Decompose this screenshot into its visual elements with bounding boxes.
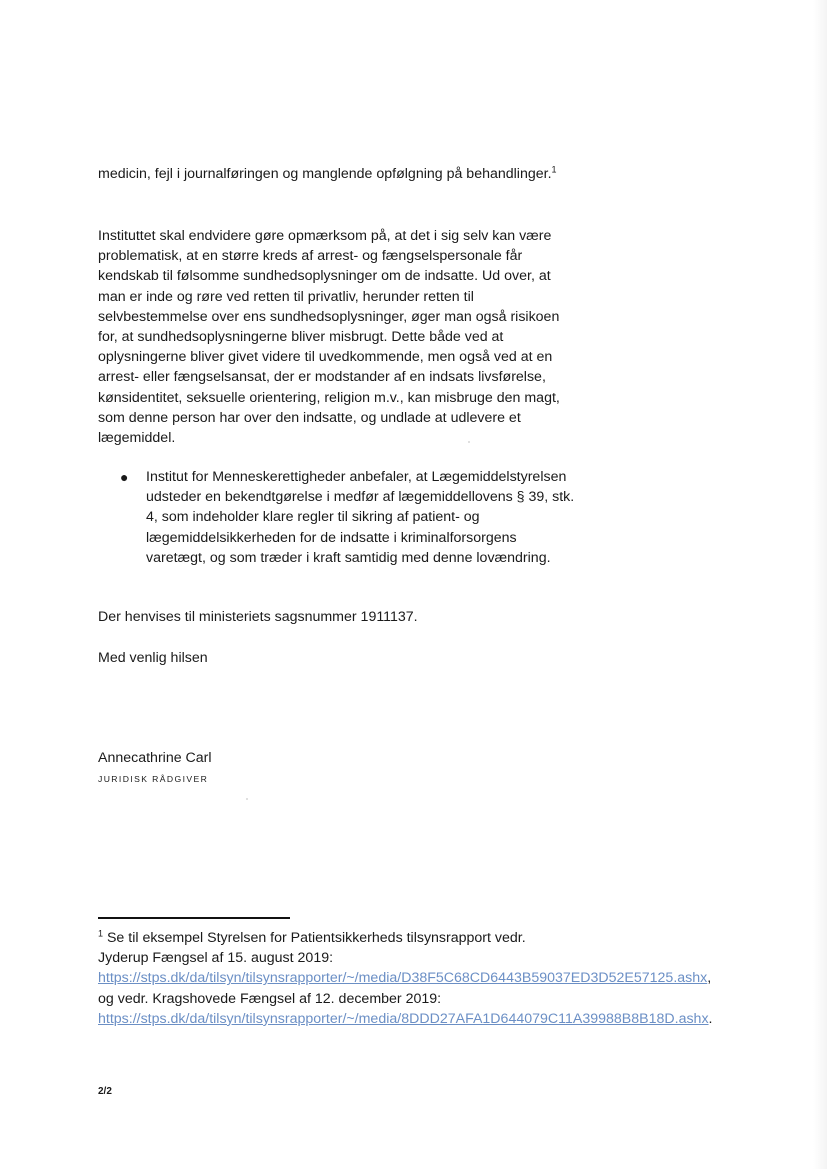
recommendation-text: Institut for Menneskerettigheder anbefaler, at Lægemiddelstyrelsen udsteder en bekendtgørelse i medfør af lægemiddellovens § 39, stk. 4, som indeholder klare regler til sikring af patient- og lægemiddelsikkerheden for de indsatte i kriminalforsorgens varetægt, og som træder i kraft samtidig med denne lovændring.	[146, 469, 575, 566]
paragraph-text: medicin, fejl i journalføringen og manglende opfølgning på behandlinger.	[98, 166, 552, 182]
paragraph-privacy-concern: Instituttet skal endvidere gøre opmærksom på, at det i sig selv kan være problematisk, at en større kreds af arrest- og fængselspersonale får kendskab til følsomme sundhedsoplysninger om de indsatte. Ud over, at man er inde og røre ved retten til privatliv, herunder retten til selvbestemmelse over ens sundhedsoplysninger, øger man også risikoen for, at sundhedsoplysningerne bliver misbrugt. Dette både ved at oplysningerne bliver givet videre til uvedkommende, men også ved at en arrest- eller fængselsansat, der er modstander af en indsats livsførelse, kønsidentitet, seksuelle orientering, religion m.v., kan misbruge den magt, som denne person har over den indsatte, og undlade at udlevere et lægemiddel.	[98, 228, 560, 447]
footnote-text-2: , og vedr. Kragshovede Fængsel af 12. december 2019:	[98, 970, 712, 1007]
signature-name: Annecathrine Carl	[98, 750, 212, 766]
footnote-link-kragshovede[interactable]: https://stps.dk/da/tilsyn/tilsynsrapporter/~/media/8DDD27AFA1D644079C11A39988B8B18D.ashx	[98, 1010, 709, 1027]
bullet-icon: ●	[120, 469, 129, 485]
scan-speck	[468, 441, 470, 443]
footnote-link-jyderup[interactable]: https://stps.dk/da/tilsyn/tilsynsrapporter/~/media/D38F5C68CD6443B59037ED3D52E57125.ashx	[98, 970, 708, 987]
page-number: 2/2	[98, 1086, 112, 1097]
footnote	[98, 928, 713, 1029]
signature-title: JURIDISK RÅDGIVER	[98, 774, 209, 784]
footnote-text-1: Se til eksempel Styrelsen for Patientsikkerheds tilsynsrapport vedr. Jyderup Fængsel af 15. august 2019:	[98, 930, 526, 967]
footnote-divider	[98, 917, 290, 919]
page-edge-shadow	[813, 0, 827, 1169]
footnote-mark: 1	[98, 928, 104, 939]
footnote-text-3: .	[708, 1010, 713, 1027]
closing-greeting: Med venlig hilsen	[98, 650, 208, 666]
paragraph-continuation	[98, 164, 578, 184]
footnote-reference[interactable]: 1	[551, 164, 557, 175]
recommendation-bullet	[120, 467, 580, 568]
paragraph-case-number: Der henvises til ministeriets sagsnummer 1911137.	[98, 609, 418, 625]
scan-speck	[246, 798, 248, 800]
